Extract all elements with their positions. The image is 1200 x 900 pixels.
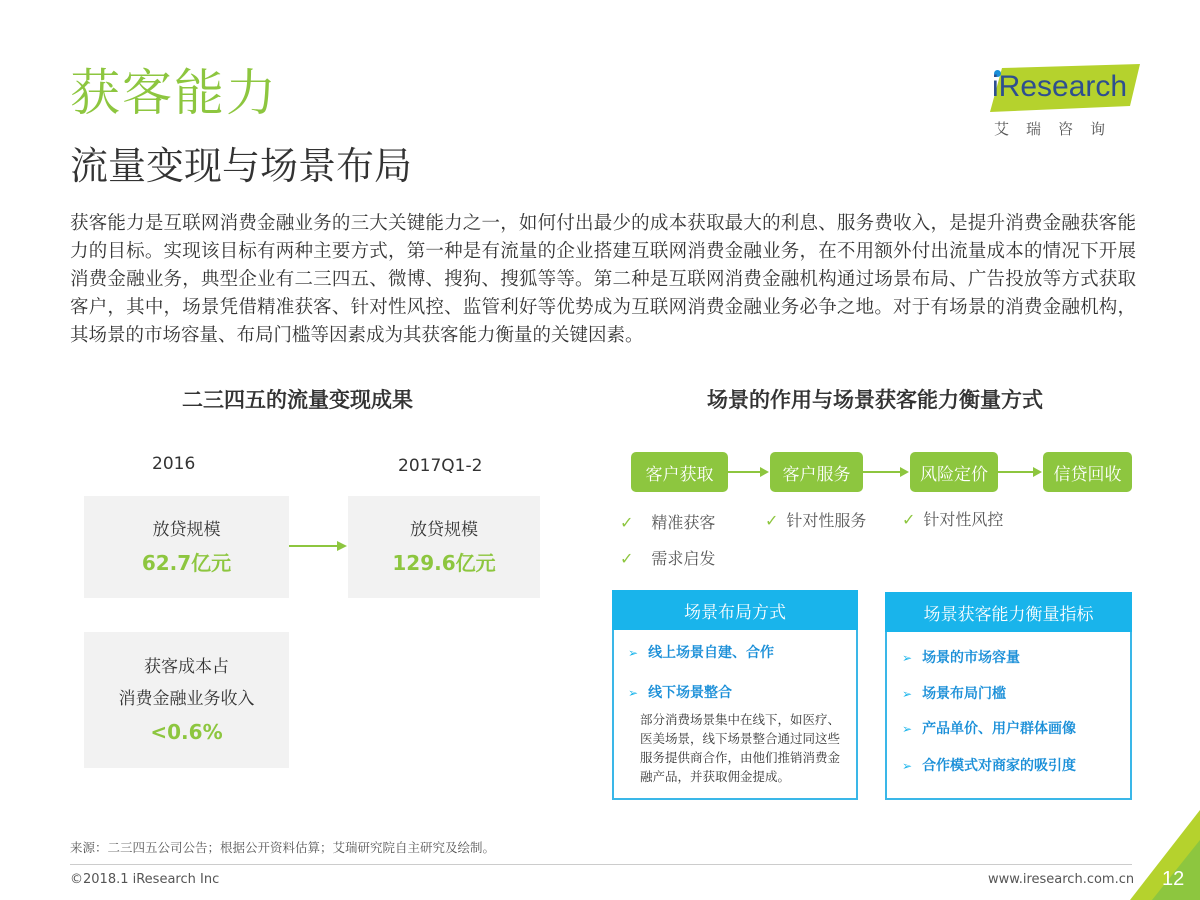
- bullet-arrow-icon: ➢: [628, 686, 639, 700]
- flow-arrow-icon: [728, 465, 770, 479]
- growth-arrow-icon: [289, 538, 349, 554]
- year-2017-label: 2017Q1-2: [398, 456, 483, 476]
- metric-item: [902, 683, 1006, 703]
- page-number: 12: [1162, 868, 1185, 890]
- left-section-heading: 二三四五的流量变现成果: [182, 388, 413, 412]
- flow-step-pricing: 风险定价: [910, 452, 998, 492]
- metric-item-label: 场景的市场容量: [922, 650, 1021, 666]
- page-subtitle: 流量变现与场景布局: [70, 144, 413, 188]
- flow-step-service: 客户服务: [770, 452, 863, 492]
- metric-item: [902, 755, 1076, 775]
- loan-scale-2016-box: [84, 496, 289, 598]
- metric-item-label: 产品单价、用户群体画像: [922, 721, 1077, 737]
- check-item-targeted-risk-control: [902, 507, 1003, 530]
- year-2016-label: 2016: [152, 454, 196, 474]
- acquisition-cost-value: <0.6%: [150, 720, 223, 744]
- check-item-demand-inspiration: [620, 546, 715, 569]
- page-title: 获客能力: [70, 64, 278, 122]
- flow-step-acquisition: 客户获取: [631, 452, 728, 492]
- flow-arrow-icon: [863, 465, 910, 479]
- scene-layout-item: [628, 682, 732, 702]
- logo-brand-text: iResearch: [992, 70, 1128, 103]
- acquisition-cost-box: [84, 632, 289, 768]
- logo-tagline: 艾瑞咨询: [994, 120, 1123, 138]
- check-item-label: 精准获客: [651, 513, 716, 532]
- check-item-label: 需求启发: [651, 549, 716, 568]
- bullet-arrow-icon: ➢: [902, 722, 913, 736]
- loan-scale-2016-label: 放贷规模: [152, 520, 221, 540]
- scene-layout-description: 部分消费场景集中在线下，如医疗、医美场景，线下场景整合通过同这些服务提供商合作，由他们推销消费金融产品，并获取佣金提成。: [640, 712, 841, 784]
- website-text: www.iresearch.com.cn: [988, 872, 1135, 887]
- acquisition-cost-label-line1: 获客成本占: [144, 657, 229, 677]
- right-section-heading: 场景的作用与场景获客能力衡量方式: [707, 388, 1043, 412]
- metric-item: [902, 647, 1020, 667]
- iresearch-logo: [990, 64, 1140, 144]
- bullet-arrow-icon: ➢: [902, 687, 913, 701]
- loan-scale-2017-value: 129.6亿元: [392, 551, 496, 575]
- check-icon: ✓: [620, 513, 634, 532]
- loan-scale-2017-label: 放贷规模: [410, 520, 478, 540]
- bullet-arrow-icon: ➢: [902, 651, 913, 665]
- check-item-targeted-service: [765, 508, 866, 531]
- copyright-text: ©2018.1 iResearch Inc: [70, 872, 220, 887]
- check-item-precise-acquisition: [620, 510, 715, 533]
- metric-item-label: 合作模式对商家的吸引度: [922, 758, 1077, 774]
- scene-layout-item-label: 线上场景自建、合作: [648, 645, 775, 661]
- bullet-arrow-icon: ➢: [902, 759, 913, 773]
- acquisition-cost-label-line2: 消费金融业务收入: [118, 689, 255, 709]
- check-icon: ✓: [765, 511, 779, 530]
- metric-item-label: 场景布局门槛: [922, 686, 1007, 702]
- flow-arrow-icon: [998, 465, 1043, 479]
- intro-paragraph: 获客能力是互联网消费金融业务的三大关键能力之一，如何付出最少的成本获取最大的利息、服务费收入，是提升消费金融获客能力的目标。实现该目标有两种主要方式，第一种是有流量的企业搭建互联网消费金融业务，在不用额外付出流量成本的情况下开展消费金融业务，典型企业有二三四五、微博、搜狗、搜狐等等。第二种是互联网消费金融机构通过场景布局、广告投放等方式获取客户，其中，场景凭借精准获客、针对性风控、监管利好等优势成为互联网消费金融业务必争之地。对于有场景的消费金融机构，其场景的市场容量、布局门槛等因素成为其获客能力衡量的关键因素。: [70, 213, 1136, 346]
- source-note: 来源：二三四五公司公告；根据公开资料估算；艾瑞研究院自主研究及绘制。: [70, 840, 496, 855]
- scene-layout-item-label: 线下场景整合: [648, 685, 733, 701]
- scene-layout-panel-title: 场景布局方式: [612, 590, 858, 630]
- check-icon: ✓: [902, 510, 916, 529]
- loan-scale-2017-box: [348, 496, 540, 598]
- flow-step-collection: 信贷回收: [1043, 452, 1132, 492]
- metric-item: [902, 718, 1076, 738]
- check-icon: ✓: [620, 549, 634, 568]
- check-item-label: 针对性风控: [923, 510, 1004, 529]
- acquisition-metrics-panel-title: 场景获客能力衡量指标: [885, 592, 1132, 632]
- loan-scale-2016-value: 62.7亿元: [141, 551, 232, 575]
- check-item-label: 针对性服务: [786, 511, 867, 530]
- scene-layout-item: [628, 642, 774, 662]
- bullet-arrow-icon: ➢: [628, 646, 639, 660]
- footer-divider: [70, 864, 1132, 865]
